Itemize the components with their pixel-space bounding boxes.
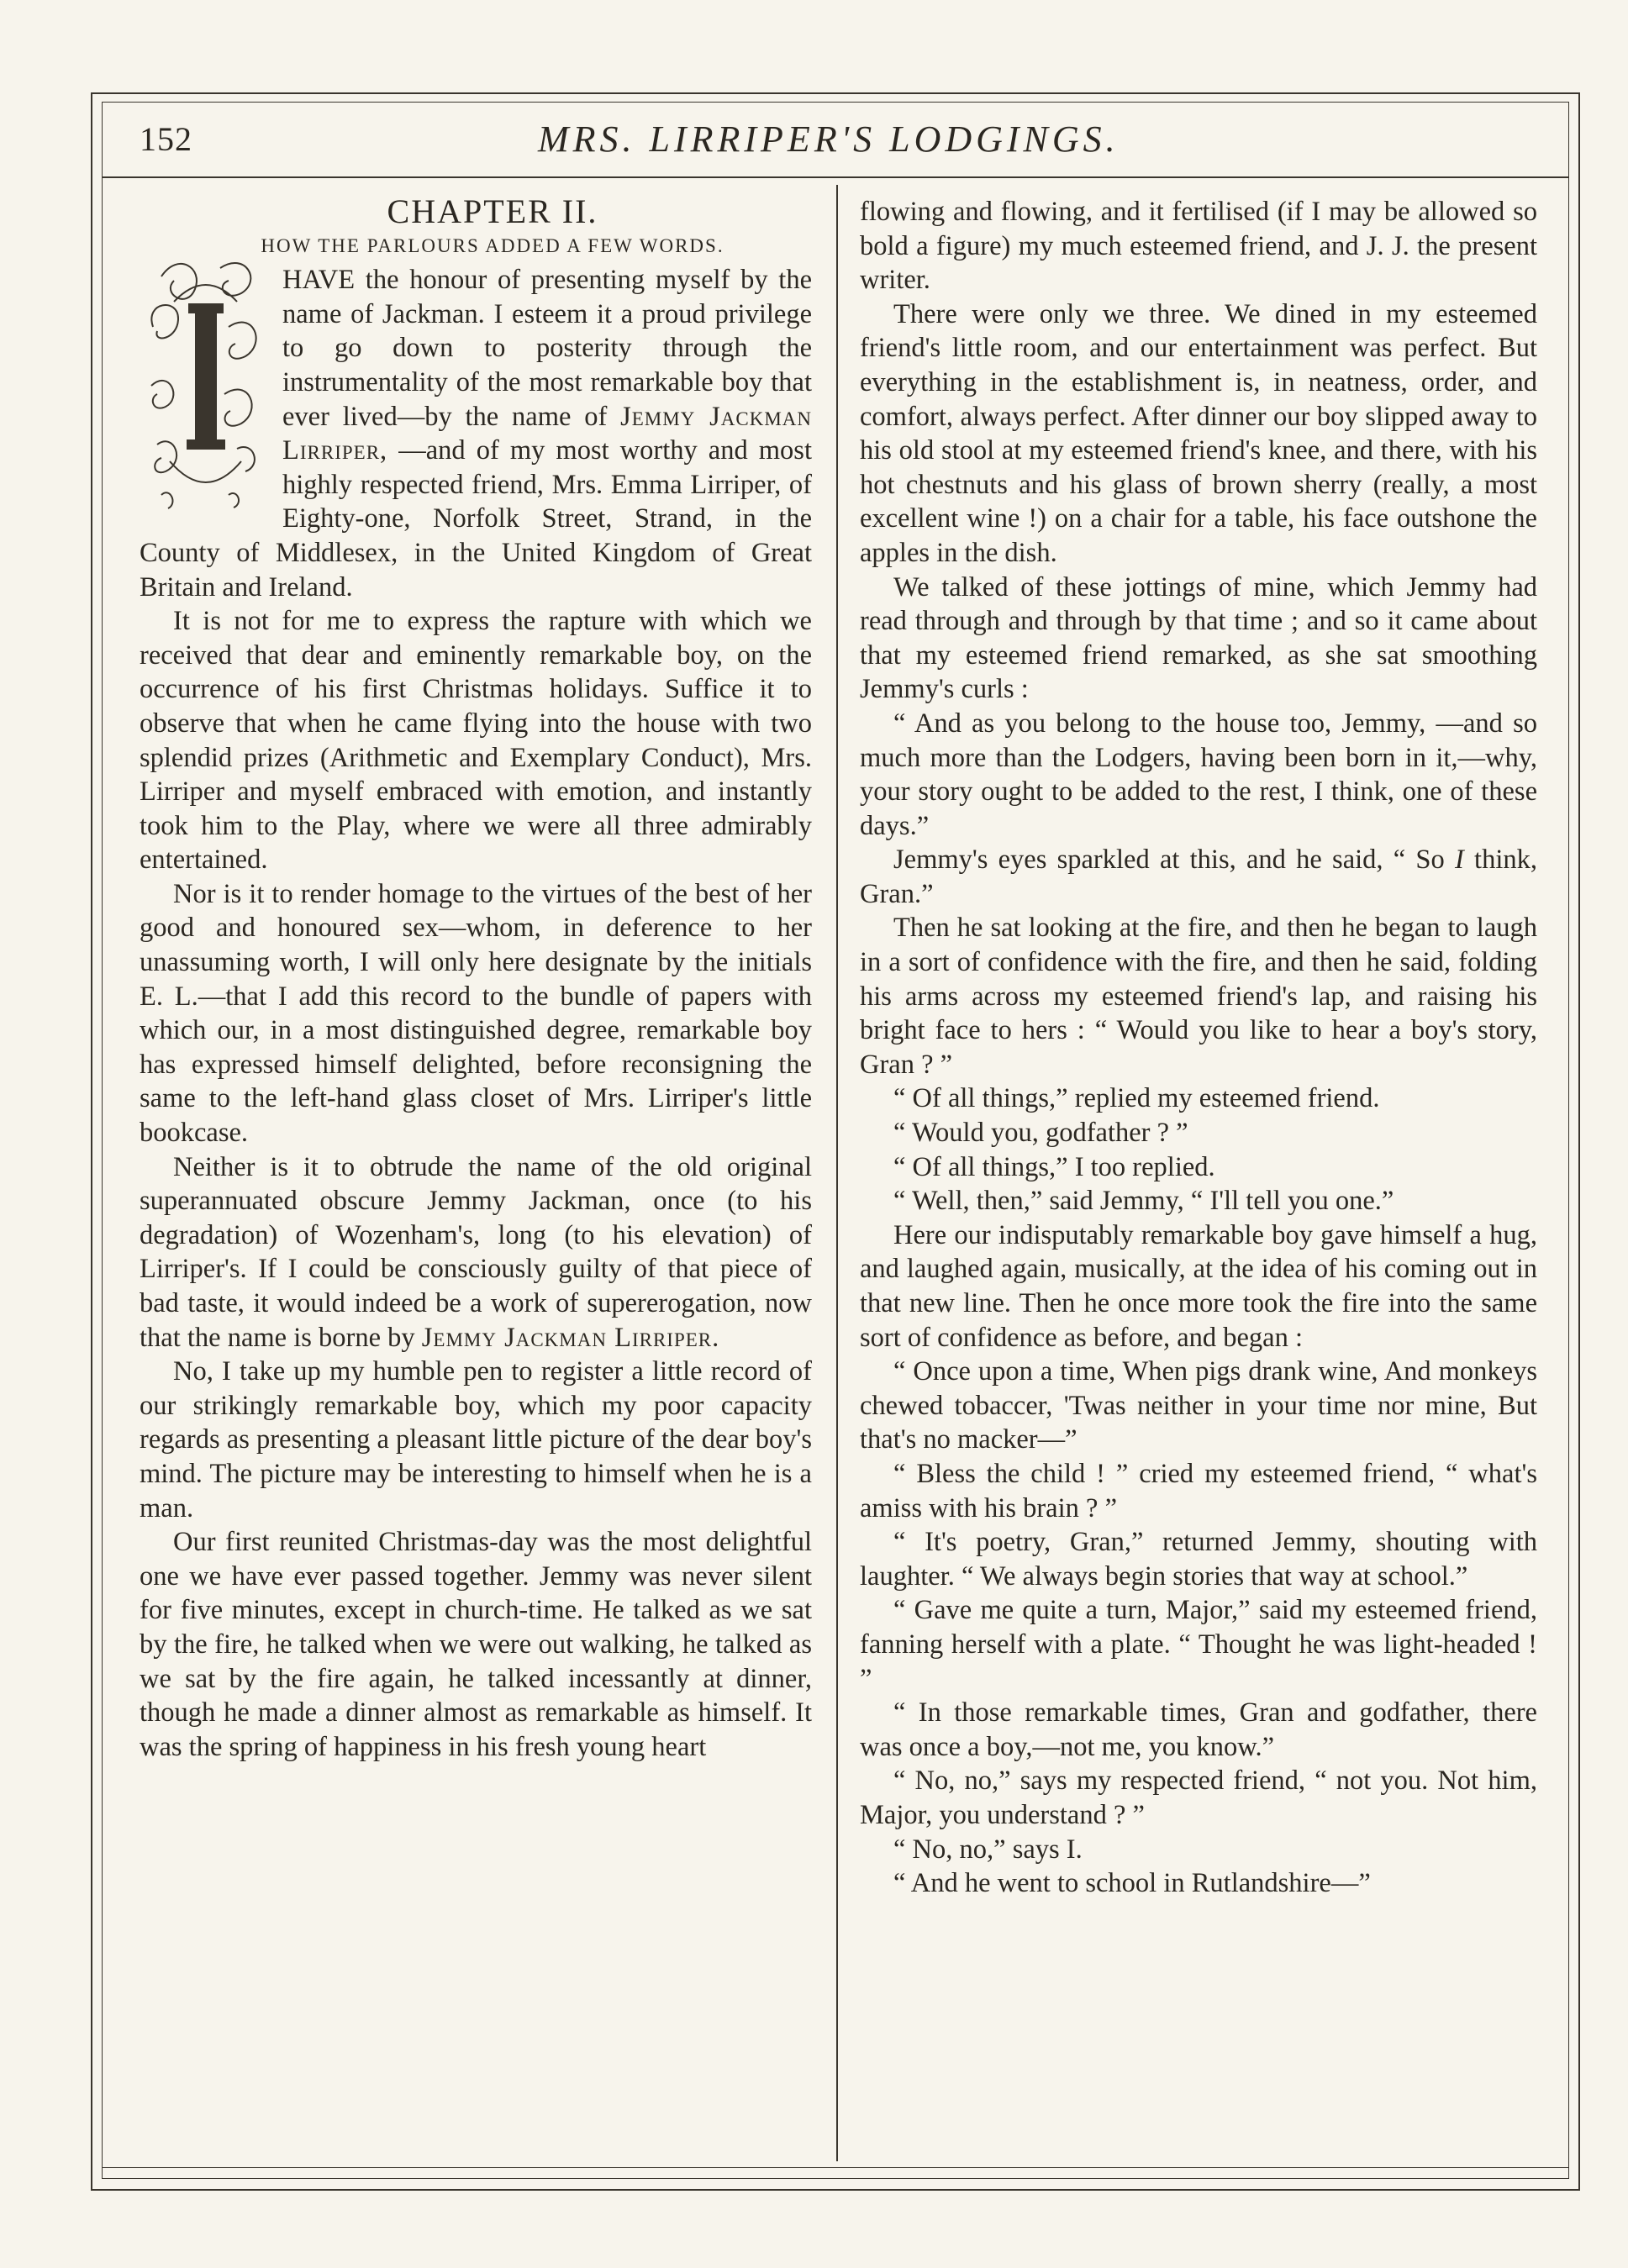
paragraph-text: think, Gran.”: [860, 845, 1537, 909]
right-paragraph-17: “ No, no,” says my respected friend, “ not you. Not him, Major, you understand ? ”: [860, 1765, 1537, 1830]
right-paragraph-1: flowing and flowing, and it fertilised (if I may be allowed so bold a figure) my much esteemed friend, and J. J. the present writer.: [860, 197, 1537, 296]
right-paragraph-13: “ Bless the child ! ” cried my esteemed friend, “ what's amiss with his brain ? ”: [860, 1458, 1537, 1523]
right-column: [860, 195, 1537, 1901]
running-title: MRS. LIRRIPER'S LODGINGS.: [538, 118, 1120, 160]
left-paragraph-6: Our first reunited Christmas-day was the most delightful one we have ever passed together. Jemmy was never silent for five minutes, except in church-time. He talked as we sat by the fire, he talked when we were out walking, he talked as we sat by the fire again, he talked incessantly at dinner, though he made a dinner almost as remarkable as himself. It was the spring of happiness in his fresh young heart: [140, 1527, 812, 1762]
right-paragraph-11: Here our indisputably remarkable boy gave himself a hug, and laughed again, musically, at the idea of his coming out in that new line. Then he once more took the fire into the same sort of confidence as before, and began :: [860, 1219, 1537, 1353]
opening-text: HAVE the honour of presenting myself by the name of Jackman. I esteem it a proud privilege to go down to posterity through the instrumentality of the most remarkable boy that ever lived—by the name of: [282, 265, 812, 432]
left-paragraph-3: Nor is it to render homage to the virtues of the best of her good and honoured sex—whom, in deference to her unassuming worth, I will only here designate by the initials E. L.—that I add this record to the bundle of papers with which our, in a most distinguished degree, remarkable boy has expressed himself delighted, before reconsigning the same to the left-hand glass closet of Mrs. Lirriper's little bookcase.: [140, 878, 812, 1149]
paragraph-text: Jemmy's eyes sparkled at this, and he said, “ So: [893, 845, 1455, 876]
bottom-rule: [102, 2167, 1569, 2168]
right-paragraph-7: “ Of all things,” replied my esteemed friend.: [893, 1083, 1380, 1114]
name-small-caps: Jemmy Jackman Lirriper,: [282, 401, 812, 466]
name-small-caps: Jemmy Jackman Lirriper.: [421, 1322, 720, 1353]
right-paragraph-8: “ Would you, godfather ? ”: [893, 1118, 1188, 1149]
right-paragraph-19: “ And he went to school in Rutlandshire—”: [893, 1868, 1371, 1899]
left-column: [140, 192, 813, 1764]
header-rule: [102, 176, 1569, 178]
chapter-title: CHAPTER II.: [387, 192, 598, 230]
right-paragraph-5: [860, 843, 1537, 911]
right-paragraph-6: Then he sat looking at the fire, and then he began to laugh in a sort of confidence with the fire, and then he said, folding his arms across my esteemed friend's lap, and raising his bright face to hers : “ Would you like to hear a boy's story, Gran ? ”: [860, 913, 1537, 1080]
left-paragraph-4: [140, 1150, 812, 1355]
right-paragraph-15: “ Gave me quite a turn, Major,” said my esteemed friend, fanning herself with a plate. “ Thought he was light-headed ! ”: [860, 1595, 1537, 1694]
right-paragraph-12: “ Once upon a time, When pigs drank wine, And monkeys chewed tobaccer, 'Twas neither in your time nor mine, But that's no macker—”: [860, 1356, 1537, 1455]
page-number: 152: [140, 120, 192, 158]
drop-cap: [145, 251, 267, 524]
paragraph-text: Neither is it to obtrude the name of the old original superannuated obscure Jemmy Jackman, once (to his degradation) of Wozenham's, long (to his elevation) of Lirriper's. If I could be consciously guilty of that piece of bad taste, it would indeed be a work of supererogation, now that the name is borne by: [140, 1151, 812, 1353]
right-paragraph-14: “ It's poetry, Gran,” returned Jemmy, shouting with laughter. “ We always begin stories that way at school.”: [860, 1527, 1537, 1592]
left-paragraph-2: It is not for me to express the rapture with which we received that dear and eminently remarkable boy, on the occurrence of his first Christmas holidays. Suffice it to observe that when he came flying into the house with two splendid prizes (Arithmetic and Exemplary Conduct), Mrs. Lirriper and myself embraced with emotion, and instantly took him to the Play, where we were all three admirably entertained.: [140, 606, 812, 876]
column-divider: [836, 185, 838, 2161]
opening-text-continued: —and of my most worthy and most highly respected friend, Mrs. Emma Lirriper, of Eighty-one, Norfolk Street, Strand, in the County of Middlesex, in the United Kingdom of Great Britain and Ireland.: [140, 435, 812, 603]
italic-word: I: [1454, 845, 1464, 876]
right-paragraph-16: “ In those remarkable times, Gran and godfather, there was once a boy,—not me, you know.”: [860, 1697, 1537, 1762]
right-paragraph-18: “ No, no,” says I.: [893, 1834, 1083, 1865]
right-paragraph-9: “ Of all things,” I too replied.: [893, 1151, 1215, 1182]
right-paragraph-3: We talked of these jottings of mine, which Jemmy had read through and through by that time ; and so it came about that my esteemed friend remarked, as she sat smoothing Jemmy's curls :: [860, 571, 1537, 705]
right-paragraph-10: “ Well, then,” said Jemmy, “ I'll tell you one.”: [893, 1186, 1394, 1217]
left-paragraph-5: No, I take up my humble pen to register a little record of our strikingly remarkable boy, which my poor capacity regards as presenting a pleasant little picture of the dear boy's mind. The picture may be interesting to himself when he is a man.: [140, 1356, 813, 1523]
chapter-subtitle: HOW THE PARLOURS ADDED A FEW WORDS.: [261, 234, 724, 256]
right-paragraph-2: There were only we three. We dined in my esteemed friend's little room, and our entertainment was perfect. But everything in the establishment is, in neatness, order, and comfort, always perfect. After dinner our boy slipped away to his old stool at my esteemed friend's knee, and there, with his hot chestnuts and his glass of brown sherry (really, a most excellent wine !) on a chair for a table, his face outshone the apples in the dish.: [860, 298, 1537, 568]
right-paragraph-4: “ And as you belong to the house too, Jemmy, —and so much more than the Lodgers, having been born in it,—why, your story ought to be added to the rest, I think, one of these days.”: [860, 708, 1537, 841]
